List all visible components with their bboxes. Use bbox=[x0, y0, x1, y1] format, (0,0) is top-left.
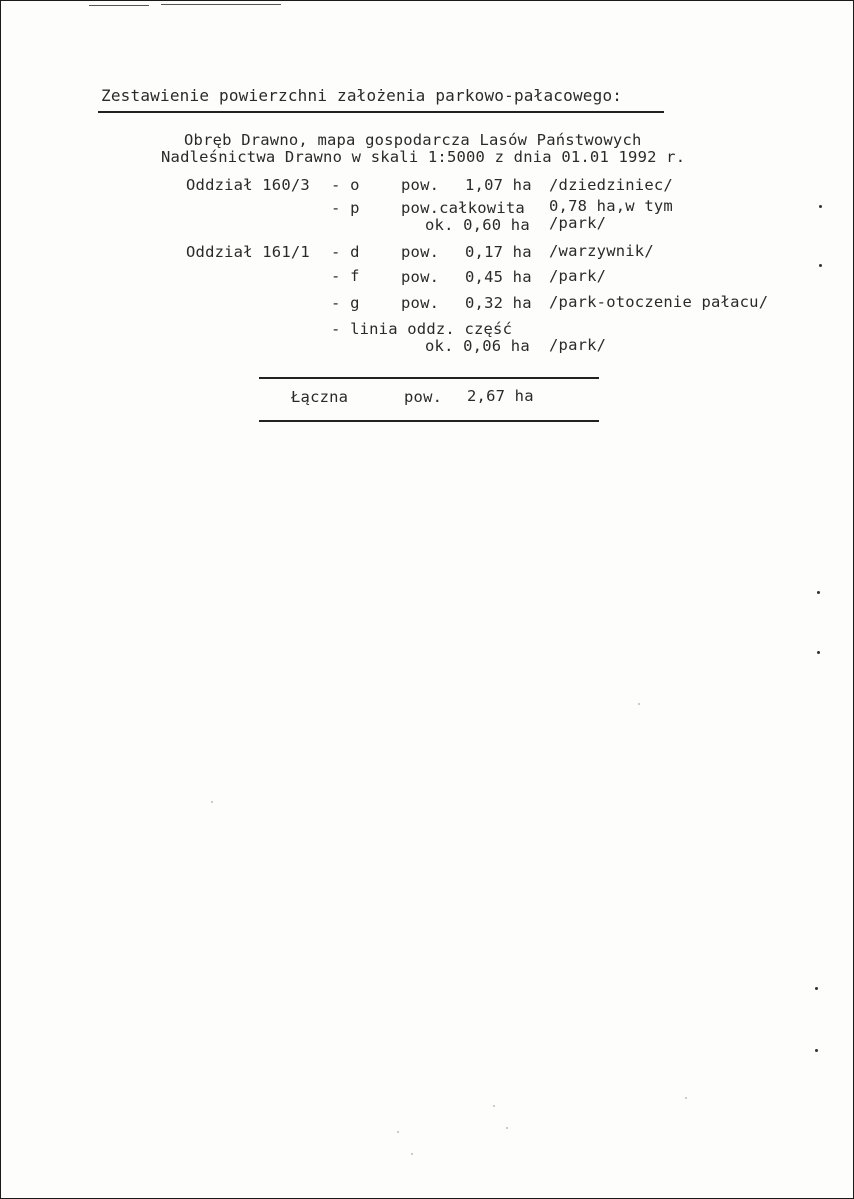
total-rule-top bbox=[259, 377, 599, 379]
row-pow-label: pow.całkowita bbox=[401, 199, 525, 217]
row-pow-label: pow. bbox=[401, 268, 440, 286]
source-line-2: Nadleśnictwa Drawno w skali 1:5000 z dnia 01.01 1992 r. bbox=[161, 148, 686, 166]
row-dash: - p bbox=[331, 199, 360, 217]
row-dash: - d bbox=[331, 243, 360, 261]
row-desc: /dziedziniec/ bbox=[549, 176, 673, 194]
row-dash: - o bbox=[331, 176, 360, 194]
scan-speck bbox=[506, 1127, 508, 1129]
row-desc: /warzywnik/ bbox=[549, 242, 654, 260]
total-value: 2,67 ha bbox=[467, 387, 534, 405]
scan-speck bbox=[211, 801, 213, 803]
row-pow-label: pow. bbox=[401, 176, 440, 194]
scan-speck bbox=[397, 1131, 399, 1133]
total-label: Łączna bbox=[291, 388, 349, 406]
scan-speck bbox=[493, 1105, 495, 1107]
total-rule-bottom bbox=[259, 420, 599, 422]
row-dash: - f bbox=[331, 267, 360, 285]
row-pow-label: pow. bbox=[401, 243, 440, 261]
row-pow-label: pow. bbox=[401, 294, 440, 312]
scan-speck bbox=[819, 264, 822, 267]
row-desc: /park/ bbox=[549, 336, 607, 354]
scan-speck bbox=[817, 591, 820, 594]
row-area: 0,32 ha bbox=[465, 294, 532, 312]
scan-speck bbox=[411, 1153, 413, 1155]
scan-artifact bbox=[161, 4, 281, 5]
scan-speck bbox=[815, 1049, 818, 1052]
scan-speck bbox=[815, 987, 818, 990]
source-line-1: Obręb Drawno, mapa gospodarcza Lasów Państwowych bbox=[184, 131, 642, 149]
row-desc: /park/ bbox=[549, 267, 607, 285]
scan-artifact bbox=[89, 5, 149, 6]
row-dash: - linia oddz. część bbox=[331, 320, 513, 338]
scan-speck bbox=[638, 703, 640, 705]
row-dash: - g bbox=[331, 294, 360, 312]
row-desc: /park-otoczenie pałacu/ bbox=[549, 293, 769, 311]
section-label: Oddział 160/3 bbox=[186, 176, 310, 194]
scan-speck bbox=[819, 205, 822, 208]
row-pow-label: ok. 0,60 ha bbox=[425, 216, 530, 234]
row-pow-label: ok. 0,06 ha bbox=[425, 337, 530, 355]
row-area: 0,45 ha bbox=[465, 268, 532, 286]
row-area: 0,17 ha bbox=[465, 243, 532, 261]
scan-speck bbox=[817, 651, 820, 654]
scan-speck bbox=[685, 1097, 687, 1099]
total-pow-label: pow. bbox=[404, 388, 443, 406]
title-underline bbox=[98, 111, 664, 113]
row-area: 1,07 ha bbox=[465, 176, 532, 194]
section-label: Oddział 161/1 bbox=[186, 243, 310, 261]
row-desc: /park/ bbox=[549, 214, 607, 232]
row-area: 0,78 ha,w tym bbox=[549, 197, 673, 215]
document-title: Zestawienie powierzchni założenia parkowo-pałacowego: bbox=[101, 86, 623, 105]
